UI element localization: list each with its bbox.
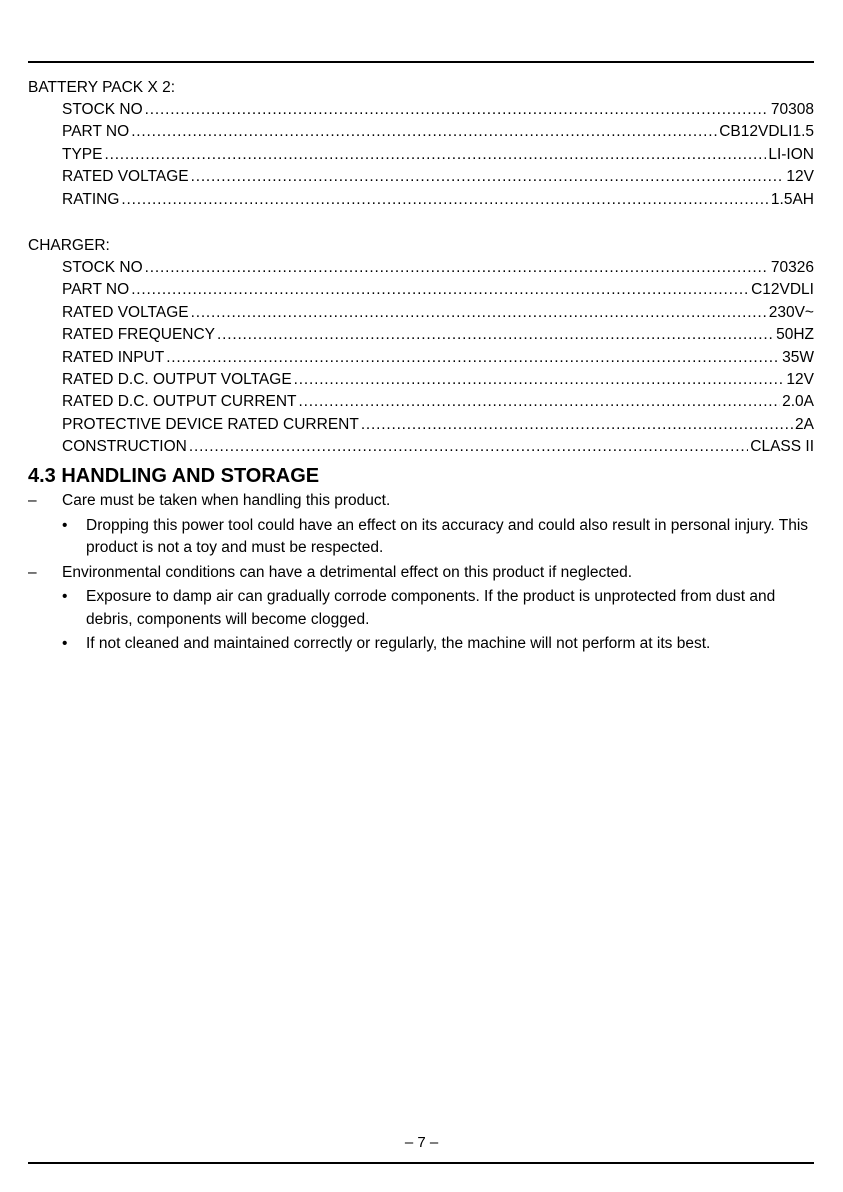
- handling-bullet-text: Exposure to damp air can gradually corrode components. If the product is unprotected from dust and debris, components will become clogged.: [86, 588, 776, 628]
- spec-value: LI-ION: [768, 145, 814, 163]
- handling-bullet-text: Dropping this power tool could have an effect on its accuracy and could also result in personal injury. This product is not a toy and must be respected.: [86, 516, 809, 557]
- dot-leader: [131, 279, 749, 301]
- spec-row: [62, 369, 814, 391]
- dot-leader: [217, 324, 774, 346]
- spec-row: [62, 391, 814, 413]
- dot-leader: [104, 144, 766, 166]
- handling-item: [28, 490, 814, 512]
- spec-row: [62, 279, 814, 301]
- spec-row: [62, 99, 814, 121]
- spec-value: C12VDLI: [751, 281, 814, 299]
- handling-item-text: Care must be taken when handling this product.: [62, 492, 391, 510]
- spec-row: [62, 436, 814, 458]
- spec-label: CONSTRUCTION: [62, 438, 187, 456]
- battery-section-title: BATTERY PACK X 2:: [28, 79, 176, 96]
- charger-spec-list: [28, 257, 814, 459]
- spec-value: 12V: [786, 370, 814, 388]
- spec-label: RATED INPUT: [62, 348, 165, 366]
- dot-leader: [191, 302, 767, 324]
- spec-label: RATED D.C. OUTPUT CURRENT: [62, 393, 297, 411]
- battery-spec-list: [28, 99, 814, 211]
- dot-leader: [145, 99, 769, 121]
- spec-row: [62, 144, 814, 166]
- spec-value: 70326: [770, 258, 814, 276]
- handling-bullet: [28, 586, 814, 631]
- bullet-marker: •: [62, 634, 68, 652]
- handling-storage-heading: 4.3 HANDLING AND STORAGE: [28, 465, 320, 488]
- document-content: [28, 77, 814, 655]
- spec-row: [62, 347, 814, 369]
- spec-value: 1.5AH: [770, 190, 814, 208]
- handling-bullet: [28, 515, 814, 560]
- bullet-marker: •: [62, 588, 68, 606]
- dot-leader: [299, 391, 781, 413]
- spec-row: [62, 324, 814, 346]
- handling-item-text: Environmental conditions can have a detrimental effect on this product if neglected.: [62, 563, 633, 581]
- spec-value: 50HZ: [776, 326, 814, 344]
- spec-value: 35W: [782, 348, 814, 366]
- spec-label: RATED D.C. OUTPUT VOLTAGE: [62, 370, 292, 388]
- spec-row: [62, 414, 814, 436]
- spec-label: STOCK NO: [62, 101, 143, 118]
- handling-bullet: [28, 633, 814, 655]
- spec-row: [62, 189, 814, 211]
- spec-row: [62, 302, 814, 324]
- spec-value: 12V: [786, 168, 814, 186]
- dot-leader: [166, 347, 780, 369]
- dash-marker: –: [28, 492, 37, 510]
- dash-marker: –: [28, 563, 37, 581]
- dot-leader: [145, 257, 769, 279]
- spec-label: PROTECTIVE DEVICE RATED CURRENT: [62, 415, 359, 433]
- spec-label: STOCK NO: [62, 258, 143, 276]
- page-number: – 7 –: [404, 1134, 439, 1151]
- dot-leader: [131, 121, 717, 143]
- spec-label: RATING: [62, 190, 120, 208]
- spec-value: CB12VDLI1.5: [719, 123, 814, 141]
- spec-row: [62, 257, 814, 279]
- handling-item: [28, 562, 814, 584]
- spec-label: RATED VOLTAGE: [62, 168, 189, 186]
- spec-value: 230V~: [768, 303, 814, 321]
- spec-value: 2A: [795, 415, 814, 433]
- spec-label: RATED FREQUENCY: [62, 326, 216, 344]
- handling-bullet-text: If not cleaned and maintained correctly or regularly, the machine will not perform at its best.: [86, 634, 711, 652]
- spec-label: PART NO: [62, 281, 130, 299]
- bullet-marker: •: [62, 516, 68, 534]
- top-rule: [28, 61, 814, 63]
- spec-value: 70308: [770, 101, 814, 118]
- dot-leader: [121, 189, 769, 211]
- dot-leader: [191, 166, 785, 188]
- spec-row: [62, 166, 814, 188]
- section-spacer: [28, 211, 814, 235]
- spec-row: [62, 121, 814, 143]
- bottom-rule: [28, 1162, 814, 1164]
- dot-leader: [361, 414, 793, 436]
- charger-section-title: CHARGER:: [28, 236, 110, 254]
- spec-label: PART NO: [62, 123, 130, 141]
- spec-label: RATED VOLTAGE: [62, 303, 189, 321]
- spec-value: 2.0A: [782, 393, 814, 411]
- spec-label: TYPE: [62, 145, 103, 163]
- spec-value: CLASS II: [750, 438, 814, 456]
- dot-leader: [294, 369, 785, 391]
- dot-leader: [189, 436, 748, 458]
